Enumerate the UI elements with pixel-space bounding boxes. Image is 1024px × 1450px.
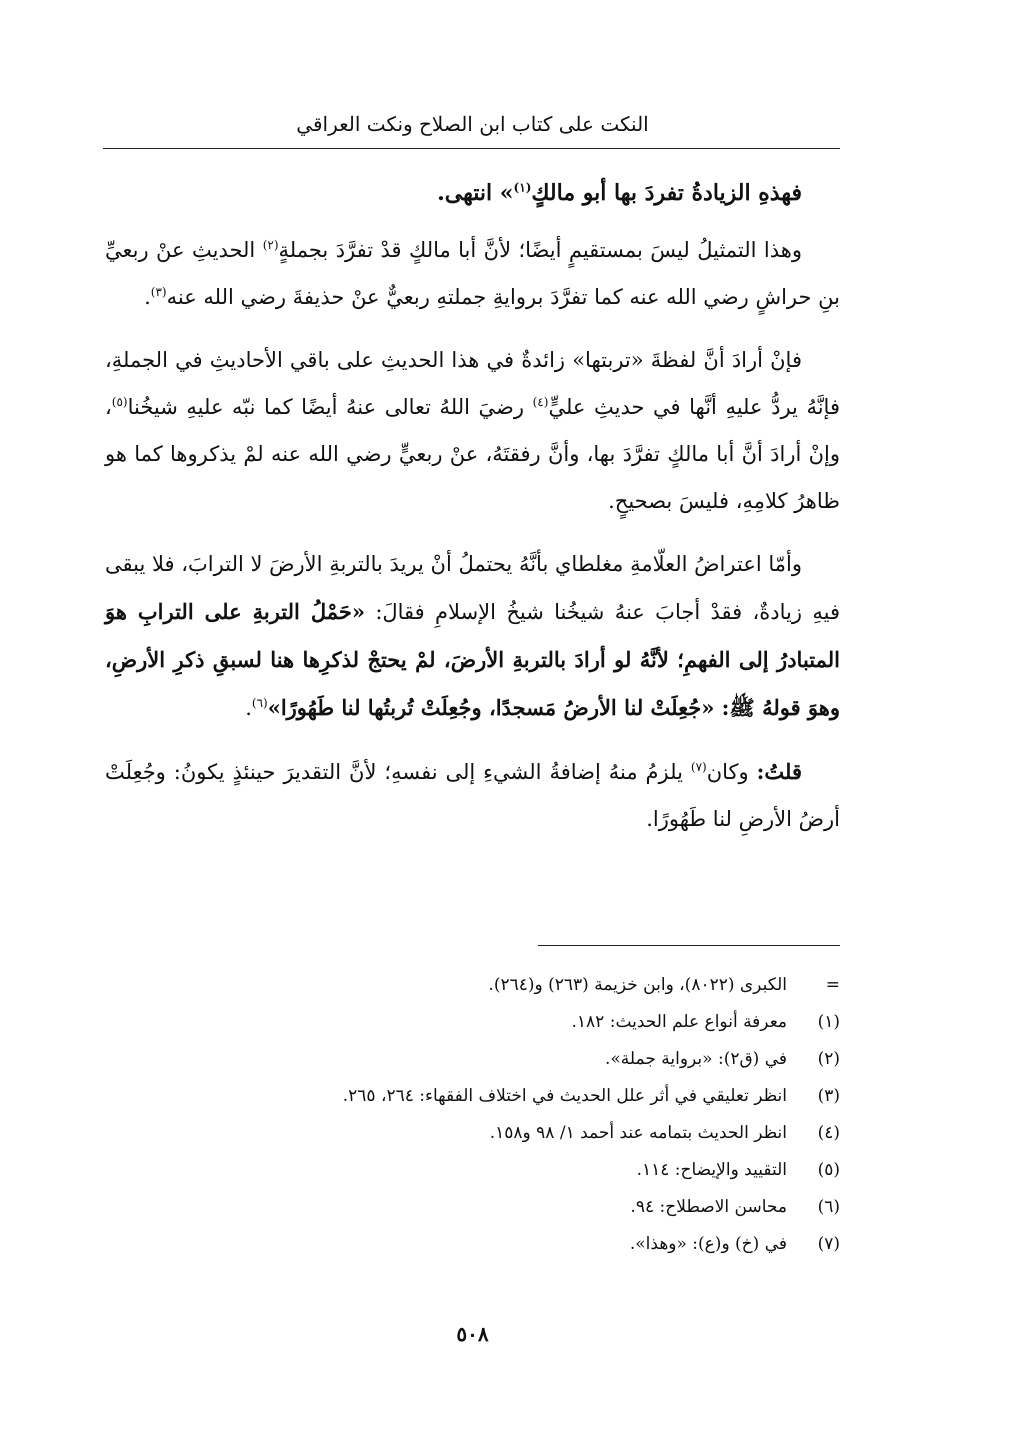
footnote-ref-3[interactable]: (٣) (150, 285, 167, 299)
paragraph-1-text-a: وهذا التمثيلُ ليسَ بمستقيمٍ أيضًا؛ لأنَّ أبا مالكٍ قدْ تفرَّدَ بجملةٍ (278, 238, 802, 262)
quote-line (105, 170, 840, 217)
paragraph-4-text-a: وكان (706, 760, 757, 784)
footnote-ref-4[interactable]: (٤) (532, 395, 549, 409)
footnote-item (105, 1188, 840, 1225)
footnote-ref-5[interactable]: (٥) (111, 395, 128, 409)
footnote-item (105, 1151, 840, 1188)
footnote-ref-1[interactable]: (١) (513, 180, 532, 195)
footnote-item (105, 1225, 840, 1262)
footnote-text: انظر تعليقي في أثر علل الحديث في اختلاف الفقهاء: ٢٦٤، ٢٦٥. (342, 1085, 787, 1106)
paragraph-3 (105, 541, 840, 732)
footnote-text: معرفة أنواع علم الحديث: ١٨٢. (571, 1011, 787, 1032)
footnote-text: محاسن الاصطلاح: ٩٤. (630, 1196, 787, 1217)
quote-text: فهذهِ الزيادةُ تفردَ بها أبو مالكٍ (531, 180, 802, 206)
paragraph-2-text-a: فإنْ أرادَ أنَّ لفظةَ «تربتها» زائدةٌ في هذا الحديثِ على باقي الأحاديثِ في الجملةِ، فإنَّهُ يردُّ عليهِ أنَّها في حديثِ عليٍّ (105, 348, 840, 419)
paragraph-1-text-b: الحديثِ عنْ ربعيِّ بنِ حراشٍ رضي الله عنه كما تفرَّدَ بروايةِ جملتهِ ربعيٌّ عنْ حذيفةَ رضي الله عنه (105, 238, 840, 309)
footnote-text: في (خ) و(ع): «وهذا». (629, 1233, 787, 1254)
paragraph-3-quote: «حَمْلُ التربةِ على الترابِ هوَ المتبادرُ إلى الفهمِ؛ لأنَّهُ لو أرادَ بالتربةِ الأرضَ، لمْ يحتجْ لذكرِها هنا لسبقِ ذكرِ الأرضِ، وهوَ قولهُ ﷺ: «جُعِلَتْ لنا الأرضُ مَسجدًا، وجُعِلَتْ تُربتُها لنا طَهُورًا» (105, 599, 840, 720)
paragraph-3-text-a: وأمّا اعتراضُ العلّامةِ مغلطاي بأنَّهُ يحتملُ أنْ يريدَ بالتربةِ الأرضَ لا الترابَ، فلا يبقى فيهِ زيادةٌ، فقدْ أجابَ عنهُ شيخُنا شيخُ الإسلامِ فقالَ: (105, 552, 841, 624)
header-rule (103, 148, 840, 149)
footnote-item (105, 1040, 840, 1077)
footnote-item (105, 1003, 840, 1040)
footnote-text: في (ق٢): «برواية جملة». (604, 1048, 787, 1069)
footnote-number: = (825, 974, 840, 995)
footnote-number: (٦) (817, 1196, 840, 1217)
paragraph-4-lead: قلتُ: (756, 759, 802, 784)
paragraph-4-text-b: يلزمُ منهُ إضافةُ الشيءِ إلى نفسهِ؛ لأنَّ التقديرَ حينئذٍ يكونُ: وجُعِلَتْ أرضُ الأرضِ لنا طَهُورًا. (105, 760, 840, 831)
paragraph-1-text-c: . (144, 285, 151, 309)
footnote-number: (٧) (817, 1233, 840, 1254)
footnote-rule (538, 945, 840, 946)
footnote-ref-7[interactable]: (٧) (690, 760, 707, 774)
paragraph-2-text-c: ، وإنْ أرادَ أنَّ أبا مالكٍ تفرَّدَ بها، وأنَّ رفقتَهُ، عنْ ربعيٍّ رضي الله عنه لمْ يذكروها كما هو ظاهرُ كلامِهِ، فليسَ بصحيحٍ. (105, 395, 840, 513)
footnote-number: (٥) (817, 1159, 840, 1180)
footnote-text: التقييد والإيضاح: ١١٤. (636, 1159, 787, 1180)
footnote-text: انظر الحديث بتمامه عند أحمد ١/ ٩٨ و١٥٨. (489, 1122, 787, 1143)
paragraph-2 (105, 337, 840, 525)
footnote-item (105, 1077, 840, 1114)
paragraph-4 (105, 748, 840, 843)
main-text (105, 170, 840, 843)
paragraph-1 (105, 227, 840, 321)
footnote-number: (٤) (817, 1122, 840, 1143)
footnotes-list (105, 966, 840, 1262)
footnote-ref-6[interactable]: (٦) (251, 696, 268, 710)
footnote-number: (٢) (817, 1048, 840, 1069)
footnote-number: (١) (817, 1011, 840, 1032)
footnote-text: الكبرى (٨٠٢٢)، وابن خزيمة (٢٦٣) و(٢٦٤). (488, 974, 787, 995)
footnote-number: (٣) (817, 1085, 840, 1106)
footnote-item (105, 966, 840, 1003)
footnote-item (105, 1114, 840, 1151)
paragraph-2-text-b: رضيَ اللهُ تعالى عنهُ أيضًا كما نبّه عليهِ شيخُنا (127, 395, 533, 419)
page-number: ٥٠٨ (456, 1322, 489, 1346)
paragraph-3-text-c: . (245, 696, 252, 720)
running-header: النكت على كتاب ابن الصلاح ونكت العراقي (296, 112, 649, 136)
footnote-ref-2[interactable]: (٢) (262, 238, 279, 252)
quote-tail: » انتهى. (437, 180, 514, 206)
